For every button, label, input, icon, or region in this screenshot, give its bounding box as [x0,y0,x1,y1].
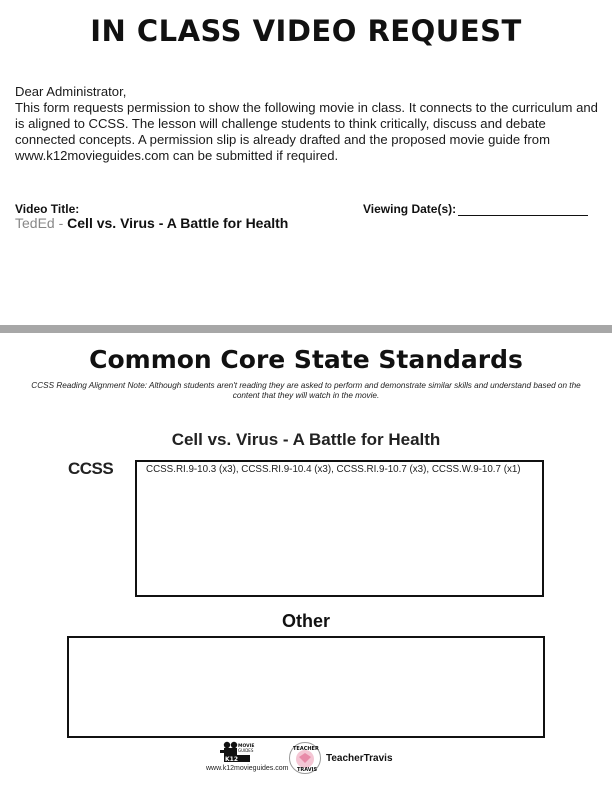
svg-text:K12: K12 [225,756,238,763]
teacher-travis-logo [288,741,322,775]
ccss-video-subtitle: Cell vs. Virus - A Battle for Health [171,430,441,449]
video-title-label: Video Title: [15,202,80,216]
viewing-dates-blank[interactable] [458,204,588,216]
letter-body: This form requests permission to show the following movie in class. It connects to the curriculum and is aligned to CCSS. The lesson will challenge students to think critically, discuss and debate connected concepts. A permission slip is already drafted and the proposed movie guide from www.k12movieguides.com can be submitted if required. [15,100,598,163]
ccss-alignment-note: CCSS Reading Alignment Note: Although students aren't reading they are asked to perform and demonstrate similar skills and understand based on the content that they will watch in the movie. [31,381,581,400]
teacher-travis-name: TeacherTravis [326,753,393,764]
other-box[interactable] [67,636,545,738]
video-separator: - [54,215,68,231]
video-title: Cell vs. Virus - A Battle for Health [67,215,289,231]
viewing-dates-label: Viewing Date(s): [363,202,457,216]
letter-block [15,84,600,164]
page-title: IN CLASS VIDEO REQUEST [90,14,522,48]
viewing-dates-field [363,202,588,216]
ccss-heading: Common Core State Standards [89,345,523,374]
svg-text:TEACHER: TEACHER [293,746,319,752]
video-title-value [15,215,288,231]
k12-movie-guides-logo [216,741,256,763]
ccss-label: CCSS [68,459,114,478]
k12-url: www.k12movieguides.com [206,765,289,772]
ccss-standards-box [135,460,544,597]
svg-text:TRAVIS: TRAVIS [297,767,318,773]
video-source: TedEd [15,215,55,231]
other-heading: Other [281,611,330,631]
letter-greeting: Dear Administrator, [15,84,127,99]
svg-text:MOVIE: MOVIE [238,744,255,749]
ccss-standards-text: CCSS.RI.9-10.3 (x3), CCSS.RI.9-10.4 (x3), CCSS.RI.9-10.7 (x3), CCSS.W.9-10.7 (x1) [146,464,521,475]
section-divider [0,325,612,333]
svg-text:GUIDES: GUIDES [238,748,254,753]
